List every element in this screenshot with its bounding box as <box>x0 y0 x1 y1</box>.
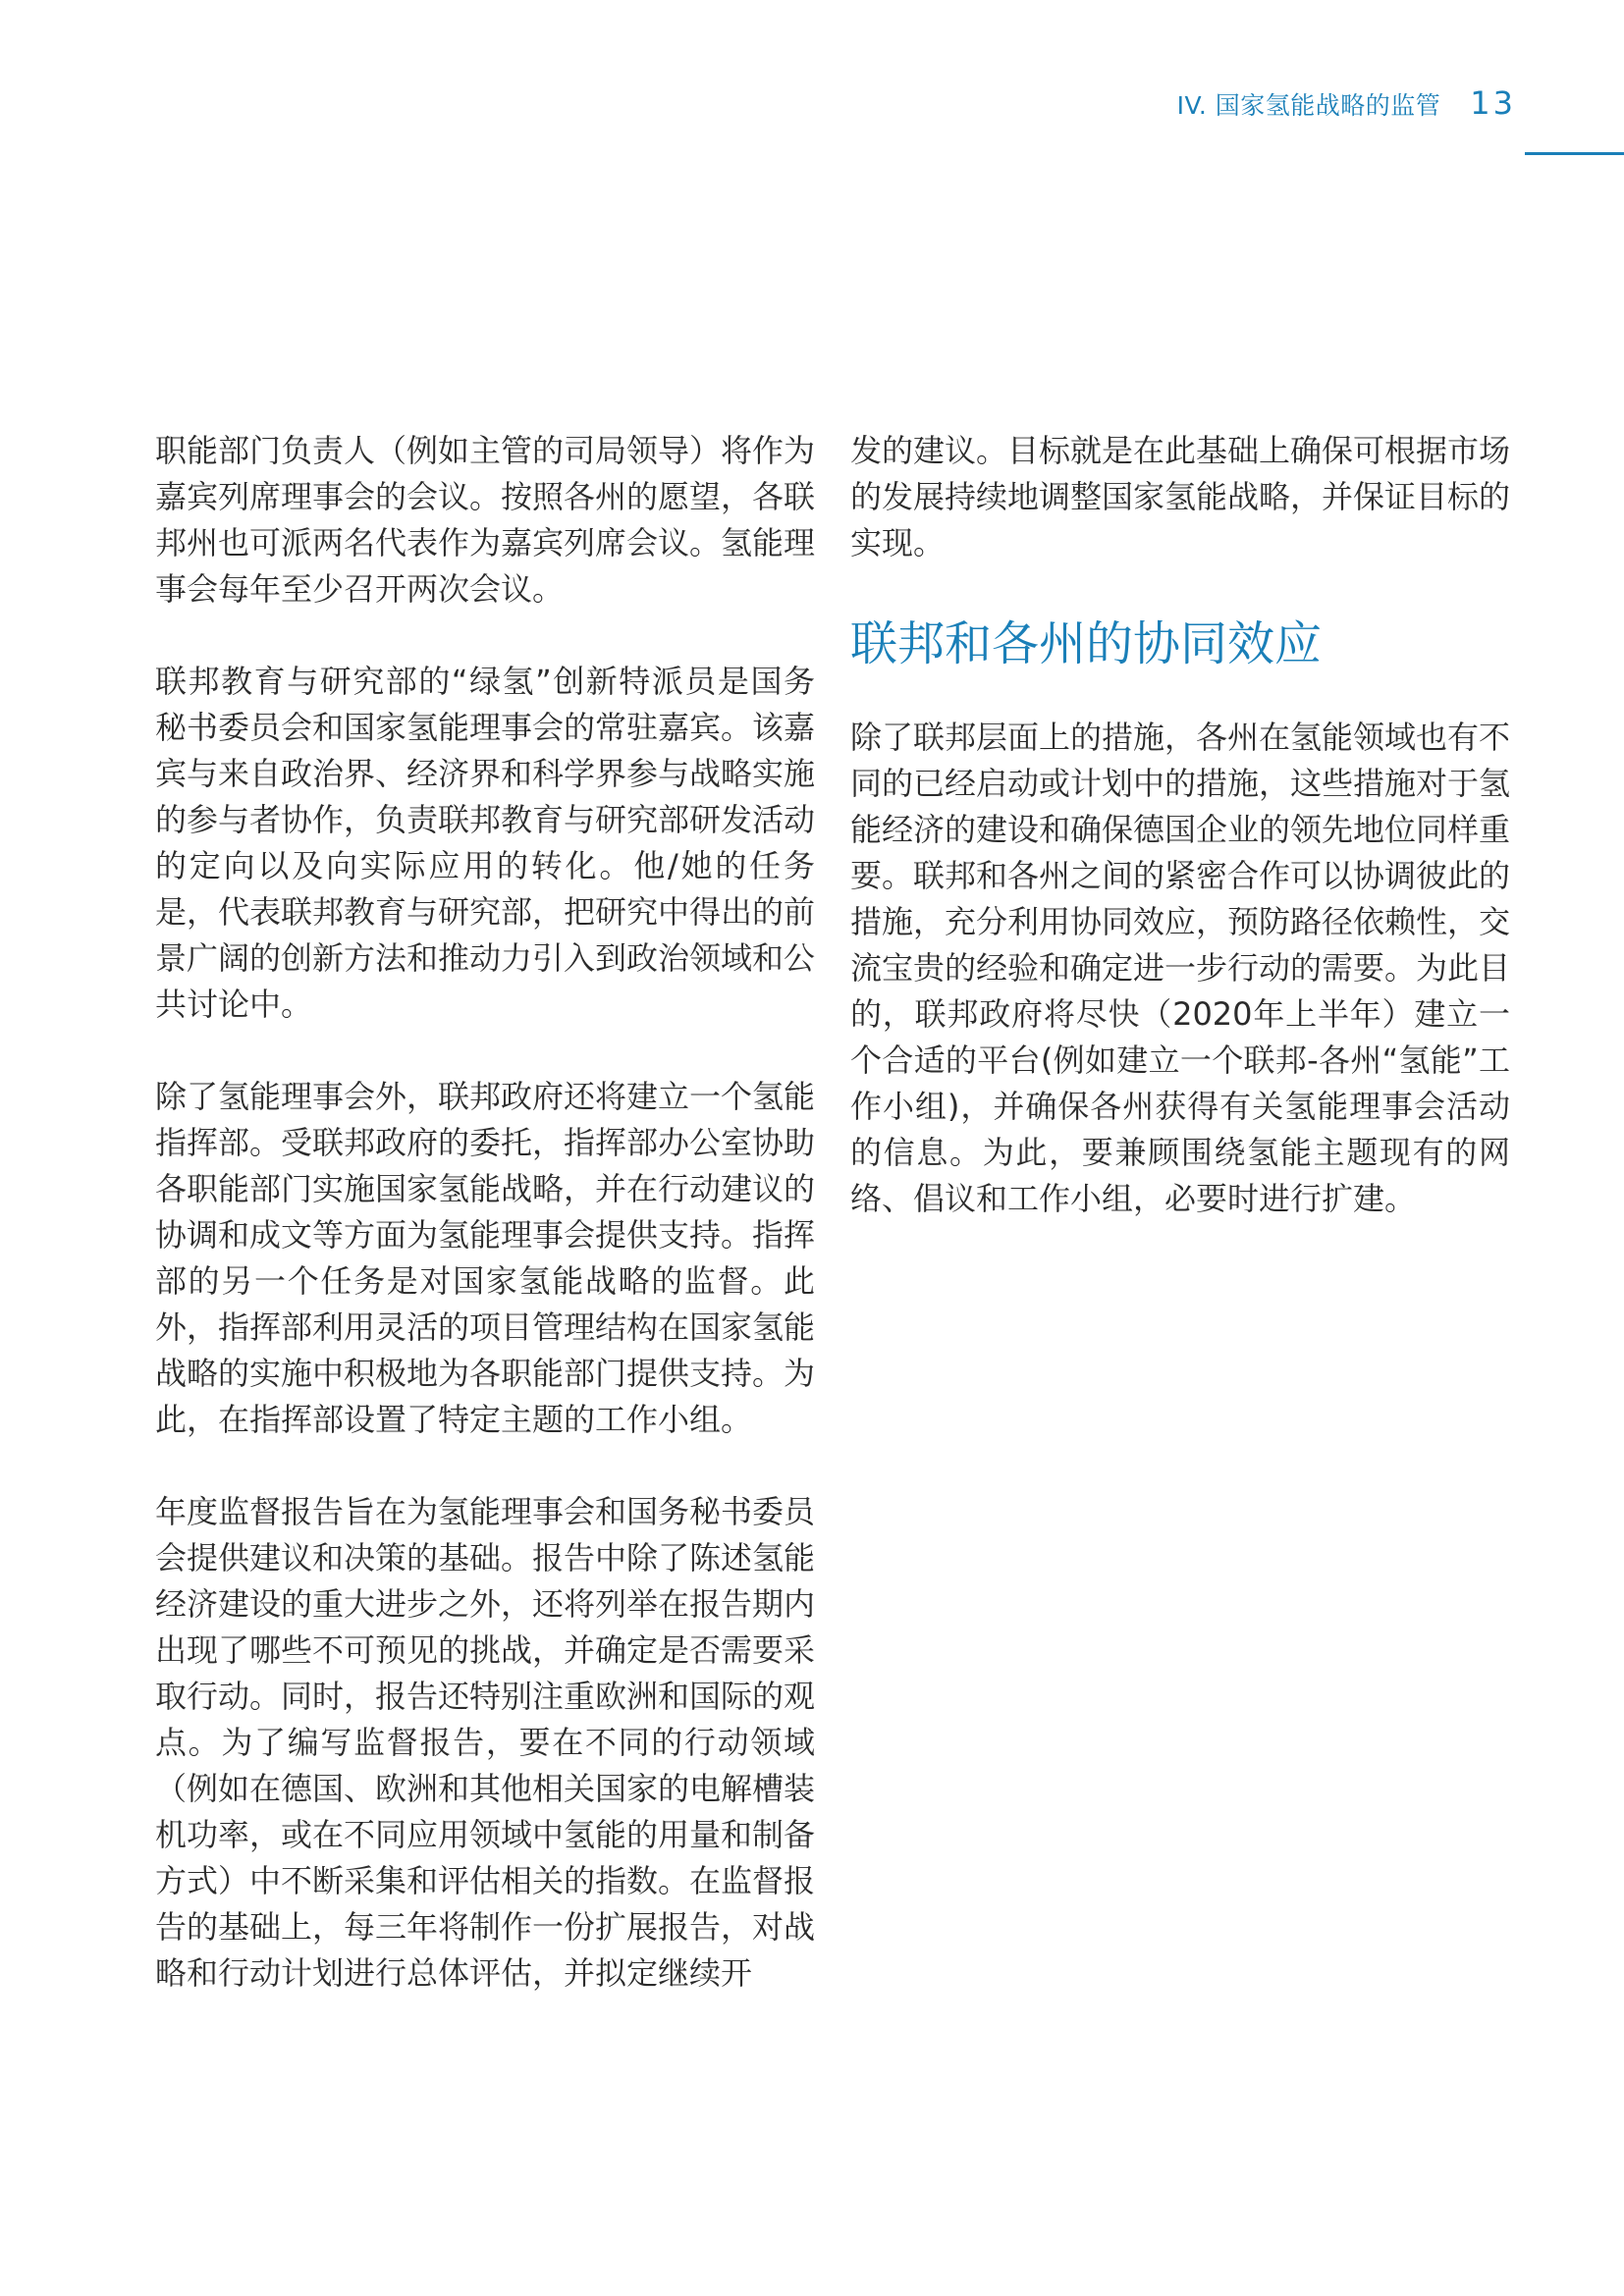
header-accent-rule <box>1525 152 1624 155</box>
running-title: IV. 国家氢能战略的监管 <box>1176 91 1441 120</box>
paragraph-federal-state-synergy: 除了联邦层面上的措施，各州在氢能领域也有不同的已经启动或计划中的措施，这些措施对于氢能经济的建设和确保德国企业的领先地位同样重要。联邦和各州之间的紧密合作可以协调彼此的措施，充分利用协同效应，预防路径依赖性，交流宝贵的经验和确定进一步行动的需要。为此目的，联邦政府将尽快（2020年上半年）建立一个合适的平台(例如建立一个联邦-各州“氢能”工作小组)，并确保各州获得有关氢能理事会活动的信息。为此，要兼顾围绕氢能主题现有的网络、倡议和工作小组，必要时进行扩建。 <box>850 719 1511 1217</box>
right-column <box>850 428 1510 1268</box>
left-column <box>155 428 815 2043</box>
paragraph-innovation-commissioner: 联邦教育与研究部的“绿氢”创新特派员是国务秘书委员会和国家氢能理事会的常驻嘉宾。该嘉宾与来自政治界、经济界和科学界参与战略实施的参与者协作，负责联邦教育与研究部研发活动的定向以及向实际应用的转化。他/她的任务是，代表联邦教育与研究部，把研究中得出的前景广阔的创新方法和推动力引入到政治领域和公共讨论中。 <box>155 663 816 1023</box>
section-heading: 联邦和各州的协同效应 <box>850 616 1323 671</box>
page-number: 13 <box>1470 84 1516 122</box>
paragraph-hydrogen-office: 除了氢能理事会外，联邦政府还将建立一个氢能指挥部。受联邦政府的委托，指挥部办公室协助各职能部门实施国家氢能战略，并在行动建议的协调和成文等方面为氢能理事会提供支持。指挥部的另一个任务是对国家氢能战略的监督。此外，指挥部利用灵活的项目管理结构在国家氢能战略的实施中积极地为各职能部门提供支持。为此，在指挥部设置了特定主题的工作小组。 <box>155 1078 816 1438</box>
paragraph-council-guests: 职能部门负责人（例如主管的司局领导）将作为嘉宾列席理事会的会议。按照各州的愿望，各联邦州也可派两名代表作为嘉宾列席会议。氢能理事会每年至少召开两次会议。 <box>155 432 816 608</box>
paragraph-monitoring-report: 年度监督报告旨在为氢能理事会和国务秘书委员会提供建议和决策的基础。报告中除了陈述氢能经济建设的重大进步之外，还将列举在报告期内出现了哪些不可预见的挑战，并确定是否需要采取行动。同时，报告还特别注重欧洲和国际的观点。为了编写监督报告，要在不同的行动领域（例如在德国、欧洲和其他相关国家的电解槽装机功率，或在不同应用领域中氢能的用量和制备方式）中不断采集和评估相关的指数。在监督报告的基础上，每三年将制作一份扩展报告，对战略和行动计划进行总体评估，并拟定继续开 <box>155 1493 816 1992</box>
paragraph-continuation: 发的建议。目标就是在此基础上确保可根据市场的发展持续地调整国家氢能战略，并保证目标的实现。 <box>850 432 1511 561</box>
running-header <box>1177 84 1516 124</box>
